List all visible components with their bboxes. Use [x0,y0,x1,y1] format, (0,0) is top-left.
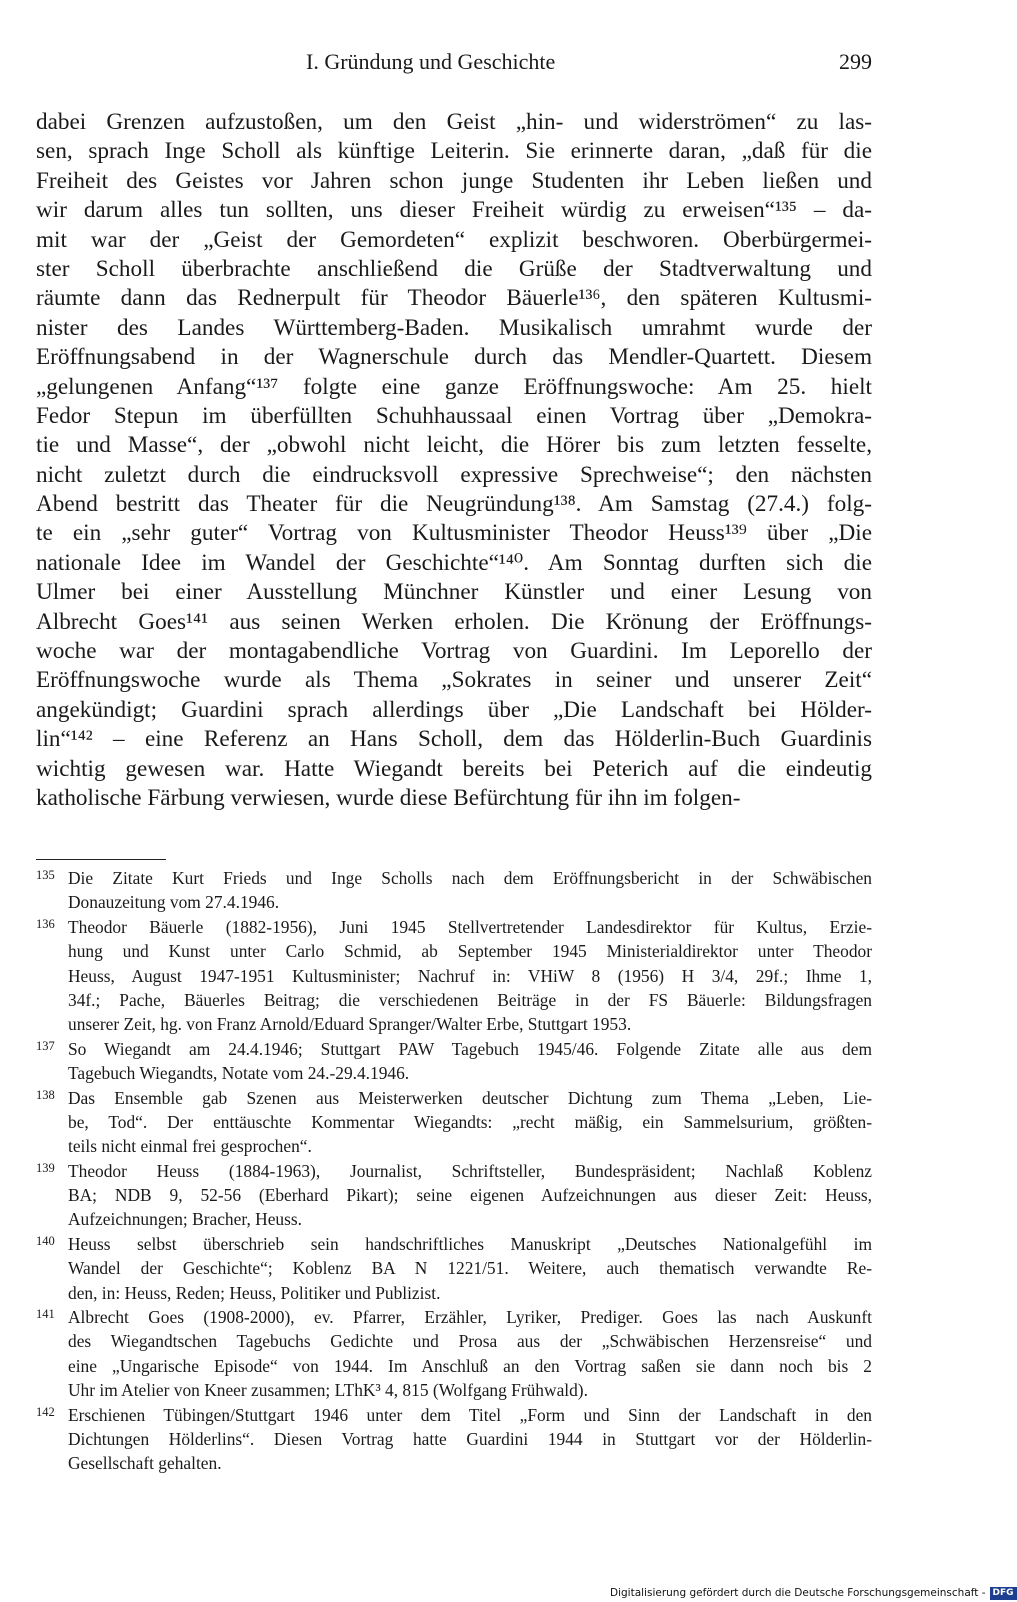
footnote-line: Heuss selbst überschrieb sein handschriftliches Manuskript „Deutsches Nationalgefühl im [68,1233,872,1254]
body-line: angekündigt; Guardini sprach allerdings über „Die Landschaft bei Hölder- [36,696,872,723]
footnote-number: 135 [36,868,55,882]
footnote-line: Donauzeitung vom 27.4.1946. [68,892,280,913]
footnote-number: 141 [36,1307,55,1322]
body-line: Freiheit des Geistes vor Jahren schon junge Studenten ihr Leben ließen und [36,167,872,194]
body-line: Fedor Stepun im überfüllten Schuhhaussaal einen Vortrag über „Demokra- [36,402,872,429]
body-line: räumte dann das Rednerpult für Theodor Bäuerle¹³⁶, den späteren Kultusmi- [36,285,872,312]
funding-notice-text: Digitalisierung gefördert durch die Deutsche Forschungsgemeinschaft - [610,1587,986,1599]
footnote [36,866,872,915]
footnote-line: Erschienen Tübingen/Stuttgart 1946 unter dem Titel „Form und Sinn der Landschaft in den [68,1404,872,1425]
footnote-line: Aufzeichnungen; Bracher, Heuss. [68,1209,302,1230]
funding-notice [610,1585,1017,1601]
body-line: wichtig gewesen war. Hatte Wiegandt bereits bei Peterich auf die eindeutig [36,755,872,782]
footnote-number: 140 [36,1233,55,1248]
body-line: Ulmer bei einer Ausstellung Münchner Künstler und einer Lesung von [36,579,872,606]
body-line: dabei Grenzen aufzustoßen, um den Geist „hin- und widerströmen“ zu las- [36,109,872,135]
footnote-line: Gesellschaft gehalten. [68,1453,222,1474]
footnote-line: den, in: Heuss, Reden; Heuss, Politiker und Publizist. [68,1282,441,1303]
body-line: wir darum alles tun sollten, uns dieser Freiheit würdig zu erweisen“¹³⁵ – da- [36,197,872,224]
footnote-line: So Wiegandt am 24.4.1946; Stuttgart PAW Tagebuch 1945/46. Folgende Zitate alle aus dem [68,1038,872,1059]
footnote-number: 136 [36,916,55,931]
body-line: Albrecht Goes¹⁴¹ aus seinen Werken erholen. Die Krönung der Eröffnungs- [36,608,872,635]
footnote [36,1403,872,1476]
body-line: nationale Idee im Wandel der Geschichte“¹⁴⁰. Am Sonntag durften sich die [36,549,872,576]
body-line: ster Scholl überbrachte anschließend die Grüße der Stadtverwaltung und [36,255,872,282]
body-line: Abend bestritt das Theater für die Neugründung¹³⁸. Am Samstag (27.4.) folg- [36,491,872,518]
footnote-line: Theodor Heuss (1884-1963), Journalist, Schriftsteller, Bundespräsident; Nachlaß Koblenz [68,1160,872,1181]
running-title: I. Gründung und Geschichte [306,49,556,74]
body-line: Eröffnungsabend in der Wagnerschule durch das Mendler-Quartett. Diesem [36,344,872,371]
footnote-divider [36,859,166,860]
body-line: woche war der montagabendliche Vortrag von Guardini. Im Leporello der [36,638,872,665]
footnote-number: 137 [36,1038,55,1053]
footnote-number: 142 [36,1404,55,1419]
footnote [36,1305,872,1403]
footnote-line: 34f.; Pache, Bäuerles Beitrag; die verschiedenen Beiträge in der FS Bäuerle: Bildungsfragen [68,989,872,1010]
footnote-line: Theodor Bäuerle (1882-1956), Juni 1945 Stellvertretender Landesdirektor für Kultus, Erzie- [68,916,872,937]
body-line: nister des Landes Württemberg-Baden. Musikalisch umrahmt wurde der [36,314,872,341]
footnote-line: be, Tod“. Der enttäuschte Kommentar Wiegandts: „recht mäßig, ein Sammelsurium, größten- [68,1111,872,1132]
footnote-line: unserer Zeit, hg. von Franz Arnold/Eduard Spranger/Walter Erbe, Stuttgart 1953. [68,1014,632,1035]
footnote-line: Wandel der Geschichte“; Koblenz BA N 1221/51. Weitere, auch thematisch verwandte Re- [68,1258,872,1279]
footnote-line: Das Ensemble gab Szenen aus Meisterwerken deutscher Dichtung zum Thema „Leben, Lie- [68,1087,872,1108]
footnote [36,1086,872,1159]
body-line: lin“¹⁴² – eine Referenz an Hans Scholl, dem das Hölderlin-Buch Guardinis [36,726,872,753]
footnotes [36,866,872,1476]
body-line: „gelungenen Anfang“¹³⁷ folgte eine ganze Eröffnungswoche: Am 25. hielt [36,373,872,400]
dfg-logo-icon: DFG [990,1587,1017,1600]
footnote-line: des Wiegandtschen Tagebuchs Gedichte und Prosa aus der „Schwäbischen Herzensreise“ und [68,1331,872,1352]
footnote [36,1037,872,1086]
body-line: te ein „sehr guter“ Vortrag von Kultusminister Theodor Heuss¹³⁹ über „Die [36,520,872,547]
footnote-line: hung und Kunst unter Carlo Schmid, ab September 1945 Ministerialdirektor unter Theodor [68,941,872,962]
body-line: tie und Masse“, der „obwohl nicht leicht, die Hörer bis zum letzten fesselte, [36,432,872,459]
body-line: mit war der „Geist der Gemordeten“ explizit beschworen. Oberbürgermei- [36,226,872,253]
footnote-line: BA; NDB 9, 52-56 (Eberhard Pikart); seine eigenen Aufzeichnungen aus dieser Zeit: Heuss, [68,1185,872,1206]
footnote-number: 139 [36,1160,55,1175]
page-number: 299 [839,49,872,74]
body-line: sen, sprach Inge Scholl als künftige Leiterin. Sie erinnerte daran, „daß für die [36,138,872,165]
footnote-line: Tagebuch Wiegandts, Notate vom 24.-29.4.1946. [68,1063,410,1084]
body-line: katholische Färbung verwiesen, wurde diese Befürchtung für ihn im folgen- [36,784,741,811]
footnote-line: Dichtungen Hölderlins“. Diesen Vortrag hatte Guardini 1944 in Stuttgart vor der Hölderlin- [68,1428,872,1449]
footnote-line: Die Zitate Kurt Frieds und Inge Scholls nach dem Eröffnungsbericht in der Schwäbischen [68,868,872,888]
footnote-line: teils nicht einmal frei gesprochen“. [68,1136,312,1157]
footnote [36,1159,872,1232]
footnote-line: Albrecht Goes (1908-2000), ev. Pfarrer, Erzähler, Lyriker, Prediger. Goes las nach Auskunft [68,1307,872,1328]
footnote [36,1232,872,1305]
body-text [36,108,872,813]
page-header [36,44,872,80]
footnote-number: 138 [36,1087,55,1102]
body-line: Eröffnungswoche wurde als Thema „Sokrates in seiner und unserer Zeit“ [36,667,872,694]
body-line: nicht zuletzt durch die eindrucksvoll expressive Sprechweise“; den nächsten [36,461,872,488]
footnote [36,915,872,1037]
footnote-line: eine „Ungarische Episode“ von 1944. Im Anschluß an den Vortrag saßen sie dann noch bis 2 [68,1355,872,1376]
footnote-line: Heuss, August 1947-1951 Kultusminister; Nachruf in: VHiW 8 (1956) H 3/4, 29f.; Ihme 1, [68,965,872,986]
footnote-line: Uhr im Atelier von Kneer zusammen; LThK³ 4, 815 (Wolfgang Frühwald). [68,1380,588,1401]
